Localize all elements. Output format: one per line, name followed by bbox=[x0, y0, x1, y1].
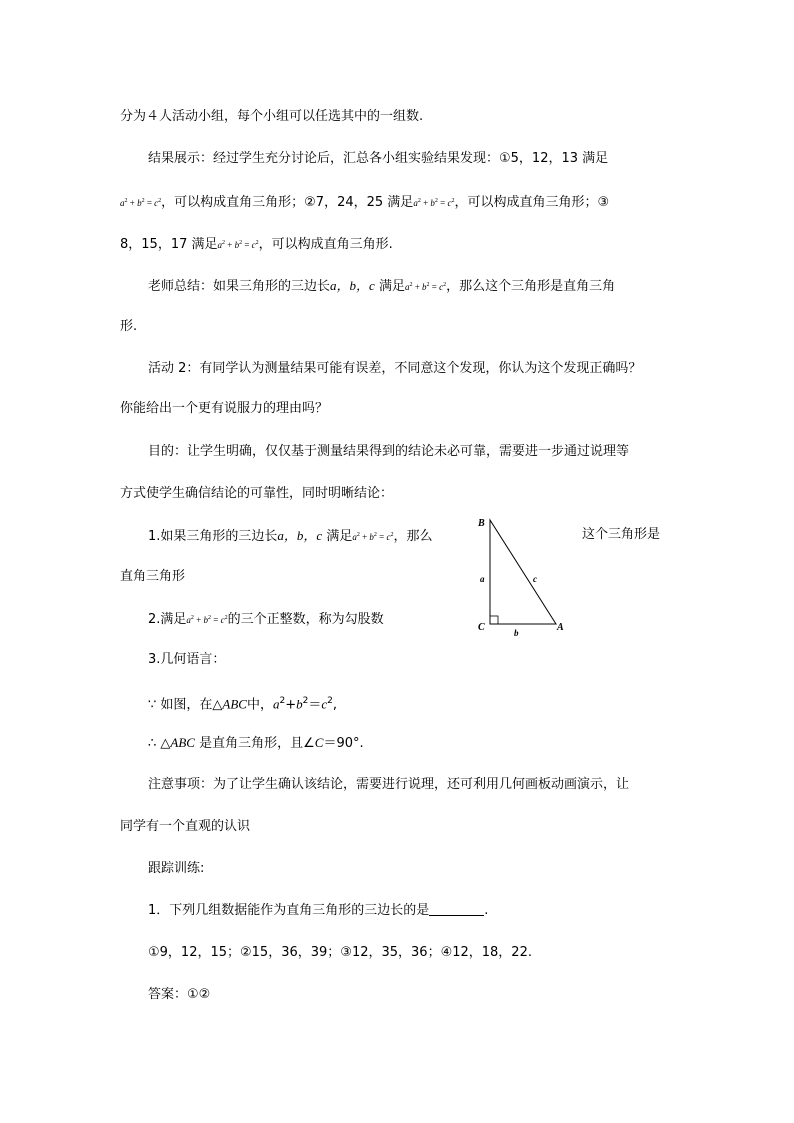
math-text: ABC bbox=[222, 696, 247, 712]
text: 老师总结：如果三角形的三边长 bbox=[148, 279, 331, 294]
text: 1．下列几组数据能作为直角三角形的三边长的是 bbox=[148, 903, 430, 918]
text-line bbox=[148, 360, 641, 378]
math-text: ＝ bbox=[308, 697, 322, 713]
exponent: 2 bbox=[279, 696, 286, 706]
text-line bbox=[582, 526, 660, 544]
text-line bbox=[120, 485, 393, 503]
text: 结果展示：经过学生充分讨论后，汇总各小组实验结果发现：①5，12，13 满足 bbox=[148, 151, 609, 166]
text-line bbox=[120, 234, 393, 254]
text: ①9，12，15；②15，36，39；③12，35，36；④12，18，22. bbox=[148, 945, 532, 960]
equation: $a^2 + b^2 = c^2$ bbox=[413, 198, 455, 208]
text-line bbox=[120, 568, 185, 586]
text: 这个三角形是 bbox=[582, 527, 661, 542]
math-text: ABC bbox=[170, 735, 195, 750]
text-line bbox=[148, 526, 433, 546]
text: 满足 bbox=[378, 279, 405, 294]
text: 目的：让学生明确，仅仅基于测量结果得到的结论未必可靠，需要进一步通过说理等 bbox=[148, 444, 630, 459]
text-line bbox=[148, 902, 488, 920]
text: . bbox=[484, 903, 489, 918]
text: 方式使学生确信结论的可靠性，同时明晰结论： bbox=[120, 486, 394, 501]
text-line: ∵ 如图，在△ABC中，$a^2+b^2=c^2$, bbox=[148, 696, 338, 713]
equation: $a^2 + b^2 = c^2$ bbox=[120, 198, 162, 208]
text: ，可以构成直角三角形；③ bbox=[454, 195, 610, 210]
text: 你能给出一个更有说服力的理由吗？ bbox=[120, 401, 329, 416]
text-line bbox=[148, 443, 629, 461]
text: ∵ 如图，在△ bbox=[148, 697, 223, 713]
text: ∴ △ bbox=[148, 736, 171, 751]
text-line bbox=[148, 276, 615, 296]
math-text: c bbox=[321, 696, 328, 712]
math-text: b bbox=[296, 696, 303, 712]
text: 是直角三角形，且∠ bbox=[199, 736, 315, 751]
right-angle-marker bbox=[490, 616, 498, 624]
equation: $a^2 + b^2 = c^2$ bbox=[352, 532, 394, 542]
answer-blank bbox=[429, 903, 484, 916]
text-line bbox=[120, 818, 250, 836]
text: 满足 bbox=[326, 529, 353, 544]
vertex-label-c: C bbox=[478, 622, 485, 633]
text-line bbox=[148, 150, 608, 168]
text-line bbox=[148, 651, 225, 669]
equation: $a^2 + b^2 = c^2$ bbox=[404, 282, 447, 292]
text: 同学有一个直观的认识 bbox=[120, 819, 251, 834]
side-label-a: a bbox=[480, 574, 485, 584]
vertex-label-a: A bbox=[557, 622, 564, 633]
text: 8，15，17 满足 bbox=[120, 237, 218, 252]
text-line bbox=[120, 192, 609, 212]
text: 跟踪训练: bbox=[148, 861, 205, 876]
math-text: C bbox=[314, 735, 324, 750]
text: 活动 2：有同学认为测量结果可能有误差，不同意这个发现，你认为这个发现正确吗？ bbox=[148, 361, 642, 376]
text: 中， bbox=[246, 697, 273, 713]
math-text: + bbox=[285, 697, 297, 713]
text: 1.如果三角形的三边长 bbox=[148, 529, 278, 544]
text: 直角三角形 bbox=[120, 569, 186, 584]
text: ，那么 bbox=[393, 529, 433, 544]
text: ＝90°. bbox=[323, 736, 364, 751]
text-line bbox=[120, 108, 423, 126]
text-line bbox=[120, 318, 137, 336]
exponent: 2 bbox=[302, 696, 309, 706]
text: 的三个正整数，称为勾股数 bbox=[227, 612, 384, 627]
side-label-b: b bbox=[514, 628, 519, 638]
text-line bbox=[148, 944, 532, 962]
text: 注意事项：为了让学生确认该结论，需要进行说理，还可利用几何画板动画演示，让 bbox=[148, 777, 630, 792]
equation: $a^2 + b^2 = c^2$ bbox=[217, 240, 259, 250]
text: 答案：①② bbox=[148, 987, 211, 1002]
text: 2.满足 bbox=[148, 612, 187, 627]
equation: $a^2 + b^2 = c^2$ bbox=[186, 615, 228, 625]
math-text: a bbox=[272, 696, 280, 712]
text-line bbox=[148, 986, 210, 1004]
right-triangle-figure bbox=[470, 510, 580, 640]
text-line bbox=[148, 776, 629, 794]
vertex-label-b: B bbox=[478, 518, 485, 529]
text: 分为４人活动小组，每个小组可以任选其中的一组数. bbox=[120, 109, 424, 124]
text-line bbox=[148, 609, 384, 629]
text: ，那么这个三角形是直角三角 bbox=[446, 279, 616, 294]
math-text: a，b，c bbox=[330, 278, 375, 293]
text: ，可以构成直角三角形. bbox=[258, 237, 393, 252]
text: 3.几何语言： bbox=[148, 652, 226, 667]
text: ，可以构成直角三角形；②7，24，25 满足 bbox=[161, 195, 414, 210]
triangle-shape bbox=[490, 520, 556, 624]
text: 形. bbox=[120, 319, 138, 334]
text-line bbox=[148, 734, 364, 753]
exponent: 2 bbox=[327, 696, 333, 706]
side-label-c: c bbox=[533, 574, 537, 584]
math-text: a，b，c bbox=[277, 528, 323, 543]
text-line bbox=[120, 400, 328, 418]
text-line bbox=[148, 860, 204, 878]
